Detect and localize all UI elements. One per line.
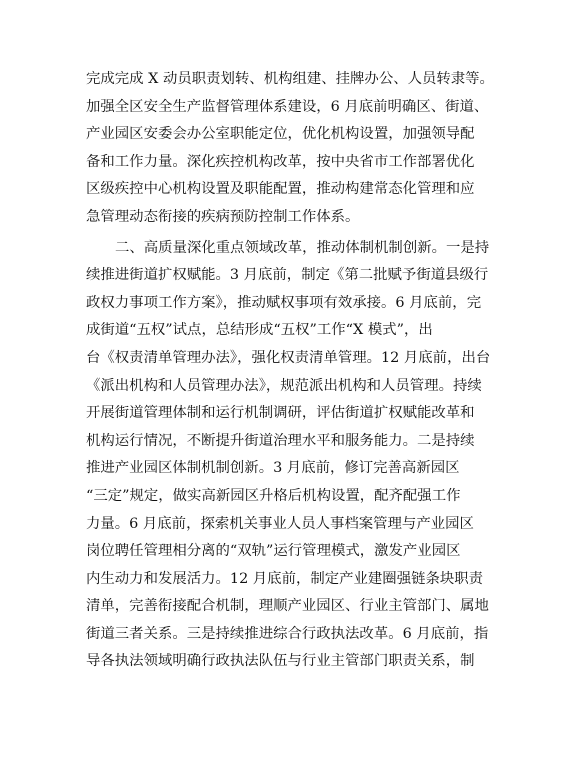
text-line: 街道三者关系。三是持续推进综合行政执法改革。6 月底前，指 [86, 625, 489, 642]
text-line: 二、高质量深化重点领域改革，推动体制机制创新。一是持 [115, 239, 490, 256]
text-line: 岗位聘任管理相分离的“双轨”运行管理模式，激发产业园区 [86, 543, 461, 560]
text-line: 产业园区安委会办公室职能定位，优化机构设置，加强领导配 [86, 126, 475, 143]
text-line: 急管理动态衔接的疾病预防控制工作体系。 [86, 208, 360, 225]
text-line: 台《权责清单管理办法》，强化权责清单管理。12 月底前，出台 [86, 349, 491, 366]
text-line: 完成完成 X 动员职责划转、机构组建、挂牌办公、人员转隶等。 [86, 71, 494, 87]
text-line: 加强全区安全生产监督管理体系建设，6 月底前明确区、街道、 [86, 98, 489, 115]
text-line: 成街道“五权”试点，总结形成“五权”工作“X 模式”，出 [86, 322, 433, 339]
text-line: 清单，完善衔接配合机制，理顺产业园区、行业主管部门、属地 [86, 598, 489, 615]
text-line: 力量。6 月底前，探索机关事业人员人事档案管理与产业园区 [86, 515, 474, 532]
text-line: 政权力事项工作方案》，推动赋权事项有效承接。6 月底前，完 [86, 294, 482, 311]
text-line: 导各执法领域明确行政执法队伍与行业主管部门职责关系，制 [86, 653, 475, 670]
text-line: 《派出机构和人员管理办法》，规范派出机构和人员管理。持续 [86, 377, 482, 394]
body-text [86, 66, 506, 676]
text-line: 续推进街道扩权赋能。3 月底前，制定《第二批赋予街道县级行 [86, 267, 489, 284]
text-line: 推进产业园区体制机制创新。3 月底前，修订完善高新园区 [86, 460, 460, 477]
text-line: 开展街道管理体制和运行机制调研，评估街道扩权赋能改革和 [86, 405, 475, 422]
text-line: 备和工作力量。深化疾控机构改革，按中央省市工作部署优化 [86, 153, 475, 170]
text-line: 机构运行情况，不断提升街道治理水平和服务能力。二是持续 [86, 432, 475, 449]
text-line: 区级疾控中心机构设置及职能配置，推动构建常态化管理和应 [86, 181, 475, 198]
text-line: “三定”规定，做实高新园区升格后机构设置，配齐配强工作 [86, 487, 461, 504]
text-line: 内生动力和发展活力。12 月底前，制定产业建圈强链条块职责 [86, 570, 484, 587]
